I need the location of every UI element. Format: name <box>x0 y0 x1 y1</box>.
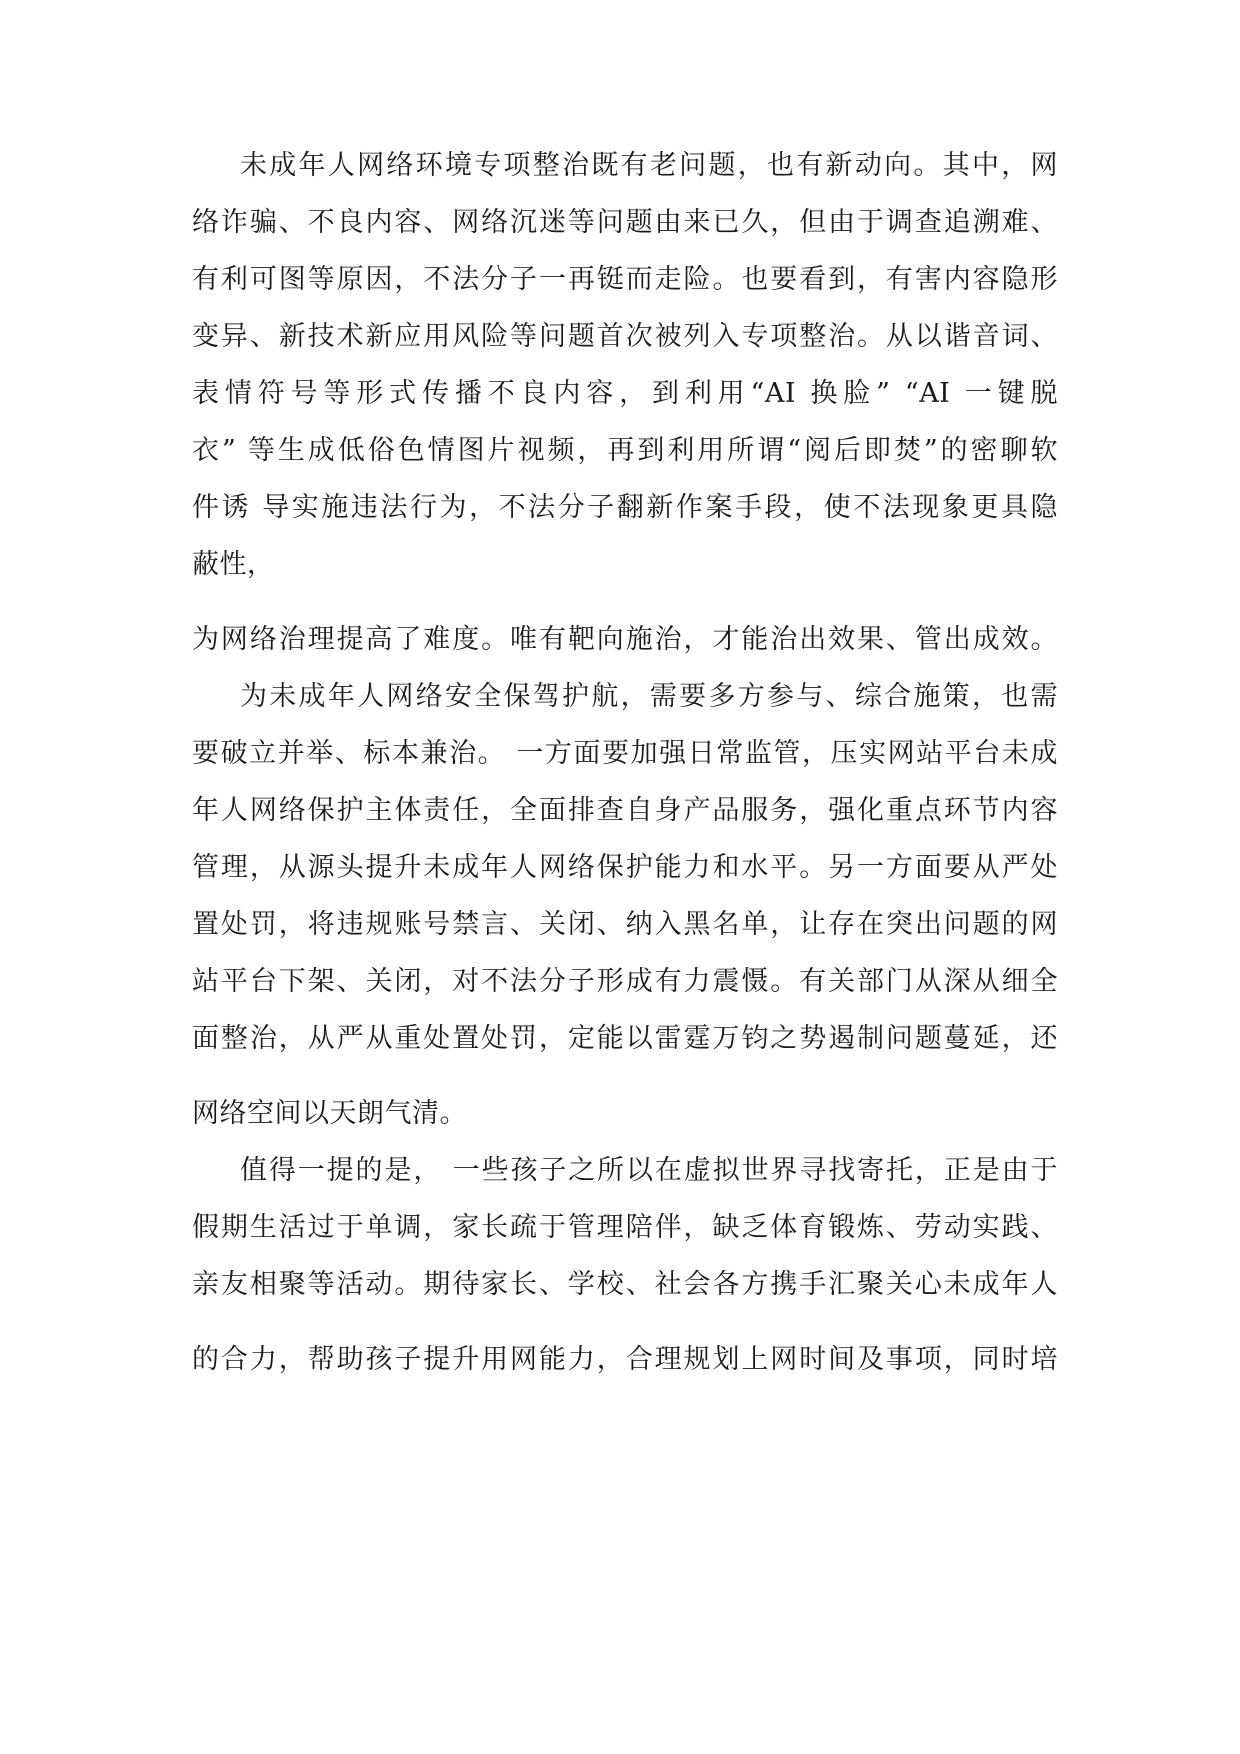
text-line: 亲友相聚等活动。期待家长、学校、社会各方携手汇聚关心未成年人 <box>192 1269 1058 1300</box>
text-line: 有利可图等原因，不法分子一再铤而走险。也要看到，有害内容隐形 <box>192 264 1058 295</box>
text-line: 的合力，帮助孩子提升用网能力，合理规划上网时间及事项，同时培 <box>192 1344 1058 1375</box>
text-line: 要破立并举、标本兼治。 一方面要加强日常监管，压实网站平台未成 <box>192 738 1058 769</box>
text-line: 置处罚，将违规账号禁言、关闭、纳入黑名单，让存在突出问题的网 <box>192 909 1058 940</box>
text-line: 蔽性， <box>192 549 275 580</box>
text-line: 衣” 等生成低俗色情图片视频，再到利用所谓“阅后即焚”的密聊软 <box>192 435 1058 466</box>
text-line: 为未成年人网络安全保驾护航，需要多方参与、综合施策，也需 <box>240 681 1058 712</box>
text-line: 未成年人网络环境专项整治既有老问题，也有新动向。其中，网 <box>240 150 1058 181</box>
text-line: 年人网络保护主体责任，全面排查自身产品服务，强化重点环节内容 <box>192 795 1058 826</box>
text-line: 表情符号等形式传播不良内容，到利用“AI 换脸” “AI 一键脱 <box>192 378 1058 409</box>
text-line: 面整治，从严从重处置处罚，定能以雷霆万钧之势遏制问题蔓延，还 <box>192 1023 1058 1054</box>
text-line: 值得一提的是， 一些孩子之所以在虚拟世界寻找寄托，正是由于 <box>240 1155 1058 1186</box>
text-line: 络诈骗、不良内容、网络沉迷等问题由来已久，但由于调查追溯难、 <box>192 207 1058 238</box>
text-line: 站平台下架、关闭，对不法分子形成有力震慑。有关部门从深从细全 <box>192 966 1058 997</box>
text-line: 假期生活过于单调，家长疏于管理陪伴，缺乏体育锻炼、劳动实践、 <box>192 1212 1058 1243</box>
text-line: 为网络治理提高了难度。唯有靶向施治，才能治出效果、管出成效。 <box>192 624 1058 655</box>
text-line: 管理，从源头提升未成年人网络保护能力和水平。另一方面要从严处 <box>192 852 1058 883</box>
text-line: 网络空间以天朗气清。 <box>192 1098 467 1129</box>
text-line: 变异、新技术新应用风险等问题首次被列入专项整治。从以谐音词、 <box>192 321 1058 352</box>
text-line: 件诱 导实施违法行为，不法分子翻新作案手段，使不法现象更具隐 <box>192 492 1058 523</box>
